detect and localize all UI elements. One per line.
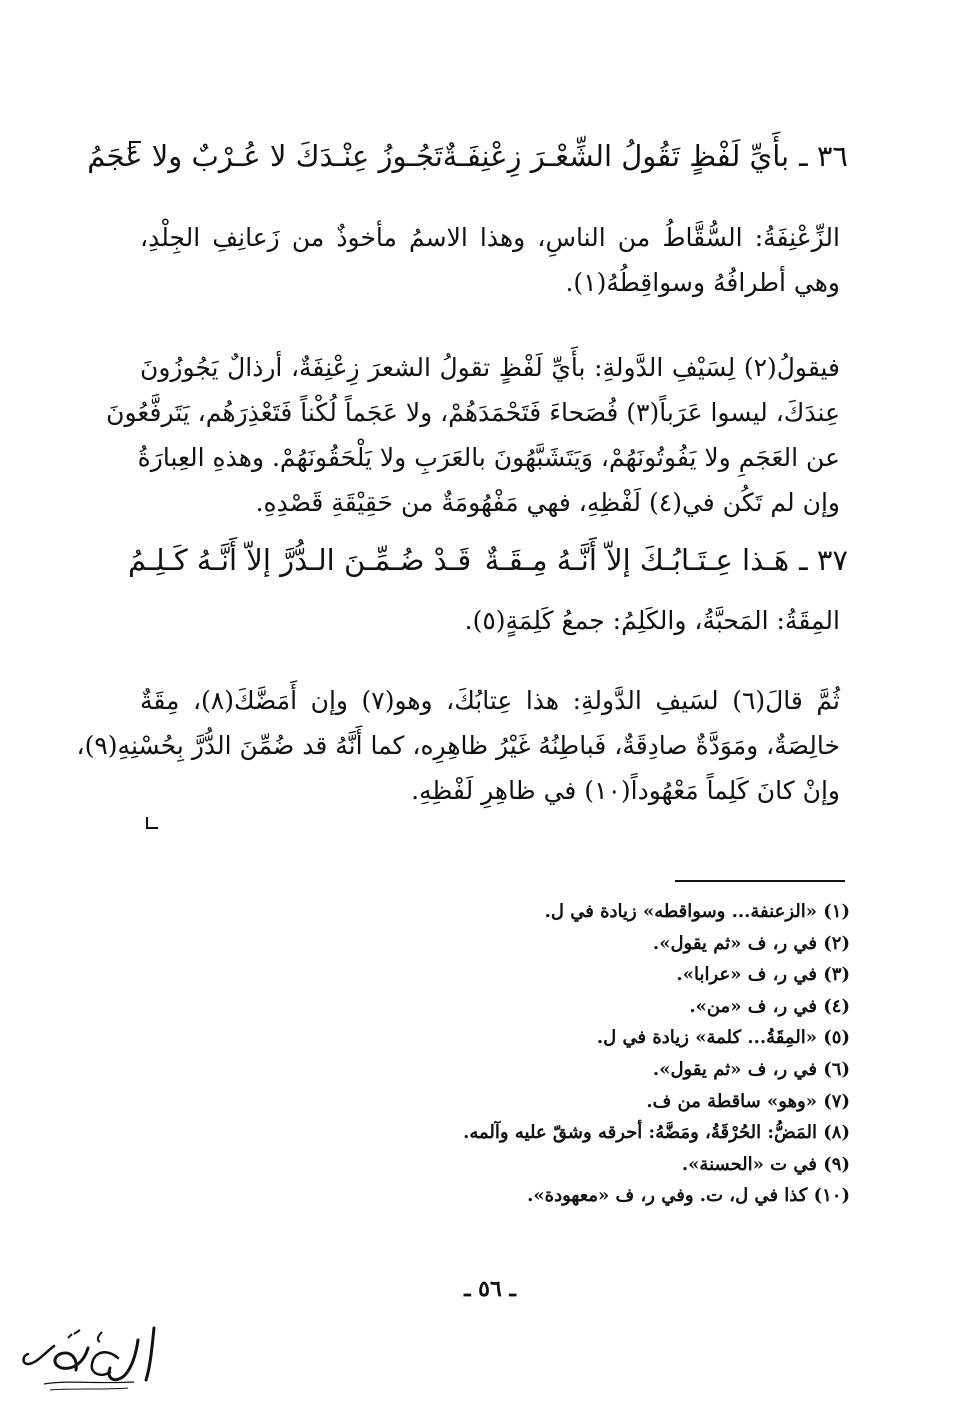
footnotes [370, 896, 850, 1212]
footnote: (٤) في ر، ف «من». [689, 995, 850, 1017]
footnote-separator [675, 880, 845, 882]
verse-36 [87, 136, 848, 176]
footnote: (٦) في ر، ف «ثم يقول». [652, 1058, 850, 1080]
paragraph-line: الزِّعْنِفَةُ: السُّقَّاطُ من الناسِ، وهذا الاسمُ مأخوذٌ من زَعانِفِ الجِلْدِ، [140, 223, 840, 252]
footnote: (١) «الزعنفة... وسواقطه» زيادة في ل. [544, 901, 850, 922]
paragraph-line: ثُمَّ قالَ(٦) لسَيفِ الدَّولةِ: هذا عِتابُكَ، وهو(٧) وإن أَمَضَّكَ(٨)، مِقَةٌ [140, 686, 840, 715]
footnote: (٧) «وهو» ساقطة من ف. [646, 1090, 850, 1112]
paragraph-line: خالِصَةٌ، ومَوَدَّةٌ صادِقَةٌ، فَباطِنُهُ غَيْرُ ظاهِرِه، كما أَنَّهُ قد ضُمِّنَ الدُّرَّ بِحُسْنِهِ(٩)، [76, 731, 840, 760]
footnote: (١٠) كذا في ل، ت. وفي ر، ف «معهودة». [527, 1185, 850, 1207]
footnote: (٩) في ت «الحسنة». [681, 1153, 850, 1175]
footnote: (٥) «المِقَةُ... كلمة» زيادة في ل. [596, 1027, 850, 1049]
section-end-bracket [145, 816, 159, 830]
commentary-paragraph [106, 345, 840, 525]
commentary-paragraph [140, 598, 840, 643]
paragraph-line: وهي أطرافُهُ وسواقِطُهُ(١). [565, 268, 840, 297]
commentary-paragraph [76, 678, 840, 813]
paragraph-line: فيقولُ(٢) لِسَيْفِ الدَّولةِ: بأَيِّ لَفْظٍ تقولُ الشعرَ زِعْنِفَةٌ، أرذالٌ يَجُوزُونَ [140, 353, 840, 382]
footnote: (٣) في ر، ف «عرابا». [676, 964, 850, 986]
paragraph-line: المِقَةُ: المَحبَّةُ، والكَلِمُ: جمعُ كَلِمَةٍ(٥). [464, 606, 840, 635]
footnote: (٢) في ر، ف «ثم يقول». [652, 932, 850, 954]
calligraphy-stamp-icon [14, 1318, 164, 1398]
footnote: (٨) المَضُّ: الحُرْقَةُ، ومَضَّهُ: أحرقه وشقّ عليه وآلمه. [463, 1122, 850, 1144]
paragraph-line: وإنْ كانَ كَلِماً مَعْهُوداً(١٠) في ظاهِرِ لَفْظِهِ. [411, 776, 840, 805]
verse-hemistich-first: بأَيِّ لَفْظٍ تَقُولُ الشِّعْـرَ زِعْنِفَـةٌ [442, 139, 790, 173]
paragraph-line: عن العَجَمِ ولا يَفُوتُونَهُمْ، وَيَتَشَبَّهُونَ بالعَرَبِ ولا يَلْحَقُونَهُمْ. وهذهِ العِبارَةُ [137, 443, 840, 472]
verse-hemistich-first: هَـذا عِـتَـابُـكَ إلاّ أَنَّـهُ مِـقَـةٌ [484, 543, 790, 577]
verse-hemistich-second: تَجُـوزُ عِنْـدَكَ لا عُـرْبٌ ولا عَجَمُ [87, 139, 443, 173]
verse-number: ٣٦ ـ [799, 139, 848, 173]
verse-number: ٣٧ ـ [799, 543, 848, 577]
calligraphy-stamp [14, 1318, 164, 1398]
paragraph-line: عِندَكَ، ليسوا عَرَباً(٣) فُصَحاءَ فَتَحْمَدَهُمْ، ولا عَجَماً لُكْناً فَتَعْذِرَهُم، يَتَرفَّعُونَ [106, 398, 840, 427]
verse-hemistich-second: قَـدْ ضُـمِّـنَ الـدُّرَّ إلاّ أَنَّـهُ كَـلِـمُ [128, 543, 472, 577]
verse-37 [128, 540, 848, 580]
commentary-paragraph [140, 215, 840, 305]
page-number: ـ ٥٦ ـ [464, 1276, 516, 1302]
paragraph-line: وإن لم تَكُن في(٤) لَفْظِهِ، فهي مَفْهُومَةٌ من حَقِيْقَةِ قَصْدِهِ. [255, 488, 840, 517]
